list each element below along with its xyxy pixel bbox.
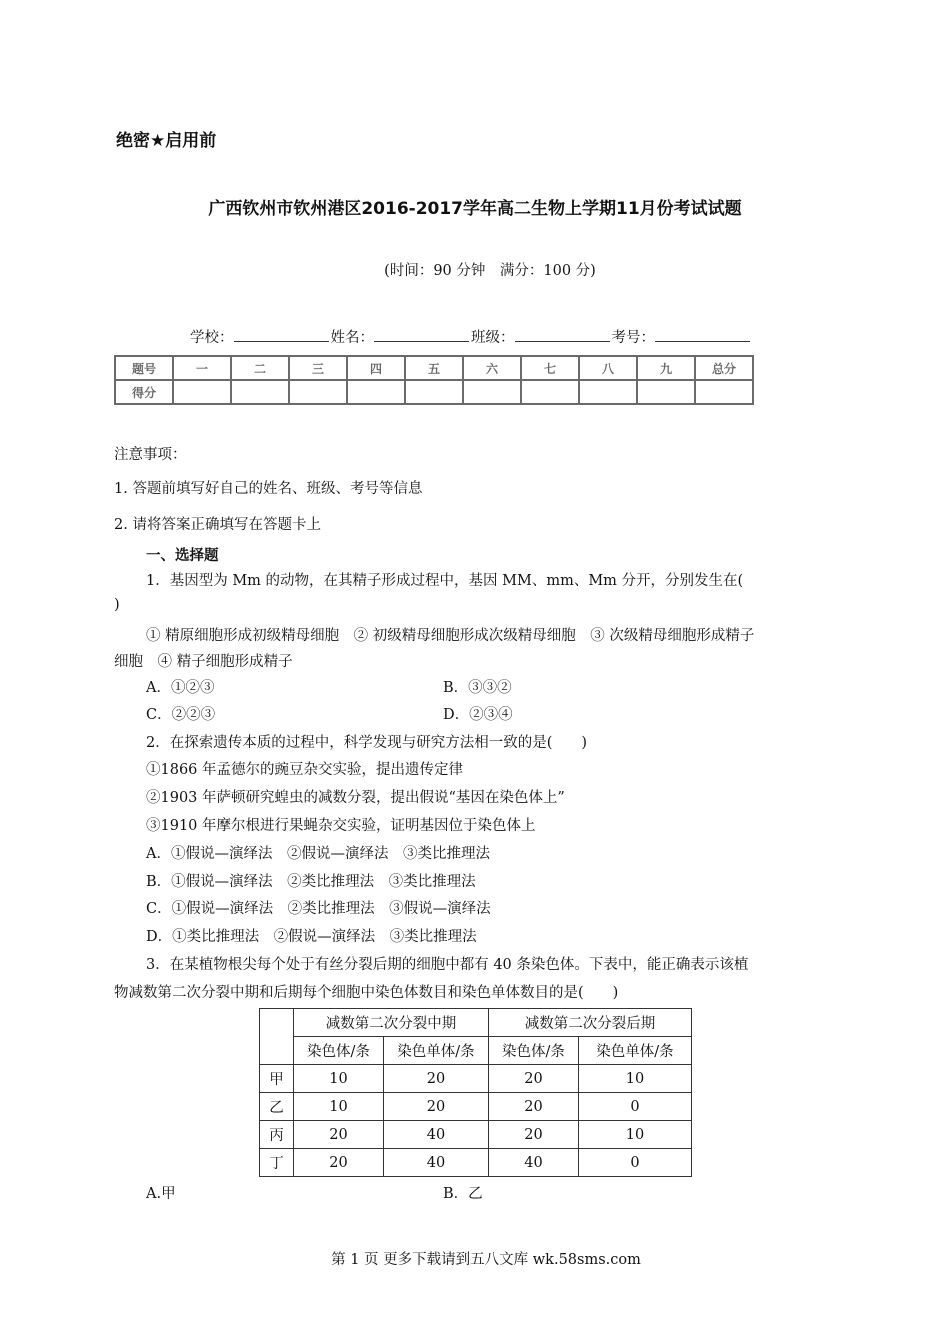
class-blank[interactable]	[515, 327, 610, 342]
name-blank[interactable]	[374, 327, 469, 342]
table-row	[260, 1065, 692, 1093]
score-cell: 六	[463, 356, 521, 380]
table-row	[260, 1121, 692, 1149]
table-cell: 10	[294, 1093, 384, 1121]
note-item: 2. 请将答案正确填写在答题卡上	[114, 517, 321, 533]
q1-stem: 1．基因型为 Mm 的动物，在其精子形成过程中，基因 MM、mm、Mm 分开，分别发生在(	[146, 573, 744, 589]
score-input-cell[interactable]	[173, 380, 231, 404]
q1-option-a[interactable]: A．①②③	[146, 680, 215, 696]
q1-option-d[interactable]: D．②③④	[443, 707, 513, 723]
note-item: 1. 答题前填写好自己的姓名、班级、考号等信息	[114, 481, 423, 497]
score-cell: 一	[173, 356, 231, 380]
student-info-line	[190, 326, 752, 347]
q3-stem: 3．在某植物根尖每个处于有丝分裂后期的细胞中都有 40 条染色体。下表中，能正确表示该植	[146, 957, 749, 973]
table-cell: 20	[384, 1065, 489, 1093]
table-cell: 20	[489, 1065, 579, 1093]
school-label: 学校：	[190, 330, 234, 346]
score-value-row	[115, 380, 753, 404]
table-cell: 10	[579, 1065, 692, 1093]
score-cell: 八	[579, 356, 637, 380]
q2-option-a[interactable]: A．①假说—演绎法 ②假说—演绎法 ③类比推理法	[146, 846, 490, 862]
q1-option-c[interactable]: C．②②③	[146, 707, 216, 723]
exam-no-label: 考号：	[611, 330, 655, 346]
table-header-late: 减数第二次分裂后期	[489, 1009, 692, 1037]
q3-option-b[interactable]: B．乙	[443, 1186, 483, 1202]
score-header-row	[115, 356, 753, 380]
table-cell: 20	[489, 1093, 579, 1121]
score-table	[114, 355, 754, 405]
score-input-cell[interactable]	[521, 380, 579, 404]
table-cell: 0	[579, 1149, 692, 1177]
table-header-mid: 减数第二次分裂中期	[294, 1009, 489, 1037]
row-label: 丙	[260, 1121, 294, 1149]
exam-no-blank[interactable]	[655, 327, 750, 342]
q2-statement: ③1910 年摩尔根进行果蝇杂交实验，证明基因位于染色体上	[146, 818, 536, 834]
table-cell: 20	[294, 1149, 384, 1177]
score-input-cell[interactable]	[463, 380, 521, 404]
score-input-cell[interactable]	[405, 380, 463, 404]
q2-option-d[interactable]: D．①类比推理法 ②假说—演绎法 ③类比推理法	[146, 929, 477, 945]
table-corner-cell	[260, 1009, 294, 1065]
page-title: 广西钦州市钦州港区2016-2017学年高二生物上学期11月份考试试题	[208, 199, 742, 219]
table-cell: 20	[489, 1121, 579, 1149]
confidential-label: 绝密★启用前	[116, 131, 217, 151]
section-heading: 一、选择题	[146, 548, 219, 564]
score-cell: 四	[347, 356, 405, 380]
q3-option-a[interactable]: A.甲	[146, 1186, 176, 1202]
page-footer: 第 1 页 更多下载请到五八文库 wk.58sms.com	[331, 1252, 641, 1268]
score-input-cell[interactable]	[231, 380, 289, 404]
score-cell: 七	[521, 356, 579, 380]
row-label: 乙	[260, 1093, 294, 1121]
table-cell: 20	[294, 1121, 384, 1149]
q2-option-c[interactable]: C．①假说—演绎法 ②类比推理法 ③假说—演绎法	[146, 901, 491, 917]
q3-stem-cont: 物减数第二次分裂中期和后期每个细胞中染色体数目和染色单体数目的是( )	[114, 985, 619, 1001]
class-label: 班级：	[471, 330, 515, 346]
table-cell: 40	[384, 1149, 489, 1177]
score-input-cell[interactable]	[579, 380, 637, 404]
q1-statements-cont: 细胞 ④ 精子细胞形成精子	[114, 654, 293, 670]
q2-statement: ②1903 年萨顿研究蝗虫的减数分裂，提出假说“基因在染色体上”	[146, 790, 565, 806]
row-label: 丁	[260, 1149, 294, 1177]
row-label: 甲	[260, 1065, 294, 1093]
table-cell: 0	[579, 1093, 692, 1121]
score-input-cell[interactable]	[695, 380, 753, 404]
q3-data-table	[259, 1008, 692, 1177]
table-subheader: 染色体/条	[294, 1037, 384, 1065]
table-cell: 10	[579, 1121, 692, 1149]
q1-stem-end: )	[114, 597, 120, 613]
name-label: 姓名：	[330, 330, 374, 346]
school-blank[interactable]	[234, 327, 329, 342]
table-row	[260, 1149, 692, 1177]
score-input-cell[interactable]	[347, 380, 405, 404]
q2-option-b[interactable]: B．①假说—演绎法 ②类比推理法 ③类比推理法	[146, 874, 476, 890]
table-cell: 20	[384, 1093, 489, 1121]
table-cell: 40	[489, 1149, 579, 1177]
score-cell: 总分	[695, 356, 753, 380]
score-input-cell[interactable]	[637, 380, 695, 404]
table-subheader: 染色单体/条	[579, 1037, 692, 1065]
exam-time-info: (时间：90 分钟 满分：100 分)	[384, 263, 596, 279]
q2-statement: ①1866 年孟德尔的豌豆杂交实验，提出遗传定律	[146, 762, 464, 778]
score-cell: 题号	[115, 356, 173, 380]
score-cell: 五	[405, 356, 463, 380]
table-subheader: 染色单体/条	[384, 1037, 489, 1065]
table-row	[260, 1093, 692, 1121]
q1-statements: ① 精原细胞形成初级精母细胞 ② 初级精母细胞形成次级精母细胞 ③ 次级精母细胞形成精子	[146, 628, 755, 644]
notes-heading: 注意事项：	[114, 447, 187, 463]
q1-option-b[interactable]: B．③③②	[443, 680, 512, 696]
table-cell: 10	[294, 1065, 384, 1093]
table-cell: 40	[384, 1121, 489, 1149]
table-subheader: 染色体/条	[489, 1037, 579, 1065]
score-row-label: 得分	[115, 380, 173, 404]
score-input-cell[interactable]	[289, 380, 347, 404]
q2-stem: 2．在探索遗传本质的过程中，科学发现与研究方法相一致的是( )	[146, 735, 588, 751]
score-cell: 三	[289, 356, 347, 380]
score-cell: 九	[637, 356, 695, 380]
score-cell: 二	[231, 356, 289, 380]
